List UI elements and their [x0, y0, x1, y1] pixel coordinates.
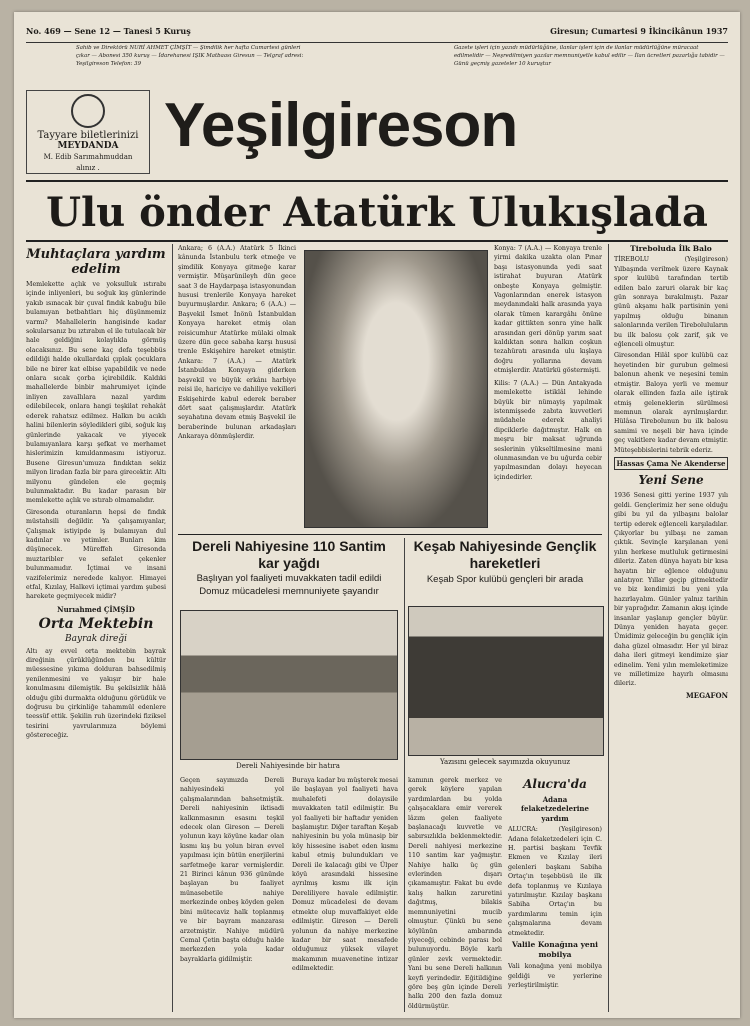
alucra-subtitle-2: yardım: [541, 813, 569, 823]
kesab-body-column: [408, 776, 502, 1012]
charity-article-title: Muhtaçlara yardım edelim: [26, 247, 166, 277]
airplane-ticket-ad: [26, 90, 150, 174]
alucra-title: Alucra'da: [523, 777, 587, 791]
headline-rule: [26, 240, 728, 242]
column-5: [614, 244, 728, 1012]
publisher-info: Sahib ve Direktörü NURİ AHMET ÇİMŞİT — Şimdilik her hafta Cumartesi günleri çıkar — Abonesi 350 kuruş — İdarehanesi IŞIK Matbaası Giresun — Telgraf adresi: Yeşilgireson Telefon: 39: [76, 45, 304, 67]
kesab-deck: Keşab Spor kulübü gençleri bir arada: [426, 574, 584, 585]
dereli-photo-caption: Dereli Nahiyesinde bir hatıra: [236, 762, 340, 770]
editorial-notice: Gazete işleri için yazıdı müdürlüğüne, ilanlar işleri için de ilanlar müdürlüğüne müracaat edilmelidir — Neşredilmiyen yazılar memnuniyetle kabul edilir — İlan ücretleri pazarlığa tabidir — Günü geçmiş gazeteler 10 kuruştur: [454, 45, 725, 67]
alucra-subtitle-1: Adana felaketzedelerine: [521, 795, 589, 814]
ad-line-3: M. Edib Sarımahmuddan: [43, 153, 133, 161]
governor-mansion-body: Vali konağına yeni mobilya geldiği ve yerlerine yerleştirilmiştir.: [508, 963, 602, 989]
section-rule: [178, 534, 602, 535]
kesab-title-2: hareketleri: [469, 555, 541, 571]
small-ad: Hassas Çama Ne Akenderse: [614, 457, 728, 470]
kesab-photo-caption: Yazısını gelecek sayımızda okuyunuz: [439, 758, 571, 766]
school-article-body: Altı ay evvel orta mektebin bayrak direğinin çürüklüğünden bu kültür müessesine yıkıma dolduran bahsedilmiş yenilenmesini ve yakışır bir hale konulmasını dilemiştik. Bu şekilsizlik hâlâ olduğu gibi durmakta olduğunu görüdük ve doğrusu bu çirkinliğe tahammül edenlere teessüf ettik. Şekilin ruh üzerindeki fiziksel tesirini yavrularımıza böylemi göstereceğiz.: [26, 647, 166, 740]
column-divider: [172, 244, 173, 1012]
school-article-title: Orta Mektebin: [38, 616, 154, 633]
tirebolu-ball-body: TİREBOLU (Yeşilgireson) Yılbaşında verilmek üzere Kaynak spor kulübü tarafından tertib edilen balo zaruri olarak bir kaç gün sonraya bırakılmıştı. Pazar günü akşamı halk partisinin yeni yapılmış olduğu binanın salonlarında verilen Tireboluluların bu ilk balosu çok zarif, şık ve eğlenceli olmuştur.: [614, 256, 728, 349]
ad-line-4: alınız .: [76, 164, 100, 172]
dereli-body-column-2: [292, 776, 398, 1012]
tirebolu-ball-body-2: Giresondan Hilâl spor kulübü caz heyetinden bir gurubun gelmesi balonun ahenk ve neşesini temin etmiştir. Baloya yerli ve memur olarak ellinden fazla aile iştirak etmiş geleneklerin sürülmesi memnun olarak ayrılmışlardır. Hülâsa Tirebolunun bu ilk balosu samimi ve neşeli bir hava içinde geç vakitlere kadar devam etmiştir. Müteşebbislerini tebrik ederiz.: [614, 352, 728, 454]
kesab-group-photo: [408, 606, 604, 756]
masthead: Yeşilgireson: [164, 91, 518, 160]
masthead-rule: [26, 180, 728, 182]
dereli-body: Geçen sayımızda Dereli nahiyesindeki yol çalışmalarından bahsetmiştik. Dereli nahiyesinin iktisadi kalkınmasının esasını teşkil edecek olan Gireson — Dereli yolunun kayı köyüne kadar olan kısmı kış bu yolun biran evvel yapılması için bütün enerjilerini sarfetmeğe karar vermişlerdir. 21 Birinci kânun 936 gününde başlayan bu faaliyet münasebetile nahiye merkezinde onbeş köyden gelen bini mütecaviz halk toplanmış ve bir bayram manzarası arzetmiştir. Nahiye müdürü Cemal Çetin başta olduğu halde merkezden yola kadar bayraklarla gidilmiştir.: [180, 777, 284, 963]
column-2: [178, 244, 296, 534]
dereli-body-column-1: [180, 776, 284, 1012]
dereli-body-2: Buraya kadar bu müşterek mesai ile başlayan yol faaliyeti hava muhalefeti dolayısile muvakkaten tatil edilmiştir. Bu yol faaliyeti bir haftadır yeniden başlamıştır. Diğer taraftan Keşab nahiyesinin bu yola münasip bir köy hissesine isabet eden kısmı kabul etmiş bulundukları ve Dereli ile kalacağı gibi ve Ülper köyü arasındaki hissesine ayrılmış kısmı ilk için Dereliliyere havale edilmiştir. Domuz mücadelesi de devam etmekte olup muvaffakiyet elde edilmiştir. Gireson — Dereli yolunun da nahiye merkezine kadar bir saat mesafede olduğumuz yüksek vilayet makamının muavenetine intizar edilmektedir.: [292, 777, 398, 973]
new-year-body: 1936 Senesi gitti yerine 1937 yılı geldi. Gençlerimiz her sene olduğu gibi bu yıl da yılbaşını balolar tertip ederek eğlenceli karşıladılar. Çıkyorlar bu yılbaşı ne zaman çıktık. Sevinçle karşılanan yeni yılın herkese mutluluk getirmesini dileriz. Zaten dünya hayatı bir kısa hayatın bir eğlence olduğunu anlatıyor. Yıllar geçip gitmektedir ve biz kendimizi bu yeni yıla hazırlayalım. Günler yalnız tarihin bir yaprağıdır. Zamanın akışı içinde insanlar yaşlanıp gençler büyür. Dünya yeniden hayata geçer. Ümidimiz geleceğin bu gençlik için daha güzel olmasıdır. Her yıl biraz daha ileri gitmeyi kendimize şiar edinelim. Yeni yılın memleketimize ve milletimize hayırlı olmasını dileriz.: [614, 492, 728, 688]
dereli-group-photo: [180, 610, 398, 760]
alucra-column: [508, 774, 602, 1012]
alucra-body: ALUCRA: (Yeşilgireson) Adana felaketzedeleri için C. H. partisi başkanı Tevfik Ekmen ve Kızılay ileri gelenleri başkanı Sabiha Ortaç'ın teşebbüsü ile ilk defa toplanmış ve Kızılaya yatırılmıştır. Kızılay başkanı Sabiha Ortaç'ın bu yardımlarını temin için çalışmalarına devam etmektedir.: [508, 826, 602, 937]
konya-news-body: Konya: 7 (A.A.) — Konyaya trenle yirmi dakika uzakta olan Pınar başı istasyonunda yedi saat istirahat buyuran Atatürk onbeşte Konyaya gelmiştir. Vagonlarından enerek istasyon meydanındaki halk arasında yaya olarak tümen karargâhı önüne kadar gittikten sonra yine halk arasından geri dönüp yarım saat kaldıktan sonra halkın coşkun tezahüratı arasında ulu kışlaya doğru yollarına devam etmişlerdir. Atatürkü göstermişti.: [494, 245, 602, 375]
column-divider: [404, 538, 405, 1012]
charity-article-body-2: Giresonda oturanların hepsi de fındık müstahsili değildir. Ya çalışamıyanlar, Çalışmak istiyipde iş bulamıyan dul kadınlar ve yetimler. Bunları kim düşünecek. Müreffeh Giresonda muztaribler ve sefalet çekenler bulunmamıdır. İçtimai ve insani vazifelerimiz neredede kalıyor. Himayei etfal, Kızılay, Halkevi içtimai yardım şubesi harekete geçmiyecek midir?: [26, 508, 166, 601]
newspaper-page: [14, 12, 740, 1018]
ad-line-1: Tayyare biletlerinizi: [37, 130, 139, 141]
charity-article-author: Nurıahmed ÇİMŞİD: [57, 604, 135, 614]
airplane-emblem-icon: [71, 94, 105, 128]
kesab-title-1: Keşab Nahiyesinde Gençlik: [413, 538, 597, 554]
dereli-header: [178, 538, 400, 598]
dereli-title-2: kar yağdı: [258, 555, 320, 571]
new-year-title: Yeni Sene: [638, 473, 704, 488]
ataturk-news-body: Ankara; 6 (A.A.) Atatürk 5 İkinci kânunda İstanbulu terk etmeğe ve şimdilik Konyaya gitmeğe karar vermiştir. Müşarünileyh dün gece saat 3 de Haydarpaşa istasyonundan hususi trenlerile Konyaya hareket buyurmuşlardır. Ankara; 6 (A.A.) — Başvekil İsmet İnönü İstanbuldan Konyaya hareket etmiş olan reisicumhur Atatürke mülaki olmak üzere dün gece sabaha karşı hususi trenle Eskişehire hareket etmiştir. Ankara: 7 (A.A.) — Atatürk İstanbuldan Konyaya giderken başvekil ve büyük erkânı harbiye reisi ile, hariciye ve dahiliye vekilleri Eskişehirde kabul ederek beraber dört saat çalışmışlardır. Atatürk seyahatına devam etmiş Başvekil ile beraberinde bulunan arkadaşları Ankaraya dönmüşlerdir.: [178, 245, 296, 441]
main-headline: Ulu önder Atatürk Ulukışlada: [46, 189, 708, 236]
ataturk-portrait: [304, 250, 488, 528]
issue-number: No. 469 — Sene 12 — Tanesi 5 Kuruş: [26, 26, 191, 36]
issue-info-bar: [26, 20, 728, 43]
column-4: [494, 244, 602, 534]
dereli-deck-2: Domuz mücadelesi memnuniyete şayandır: [199, 586, 379, 597]
governor-mansion-title: Valile Konağına yeni mobilya: [511, 940, 599, 960]
charity-article-body: Memlekette açlık ve yoksulluk ıstırabı içinde inliyenleri, bu soğuk kış günlerinde yakıb ısınacak bir çuval fındık kabuğu bile bulamıyan betbahtları hiç düşünmemiz varmı? Mahallelerin hangisinde kadar sokularsanız bu ıztırabın el ile tutulacak bir hale geldiğini kolaylıkla görmüş olacaksınız. Bu sene kaç defa teşebbüs edildiği halde okullardaki çıplak çocuklara bile ne birer kat elbise yapabildik ve nede onlara sıcak çorba içirebildik. Kaldıki mahallelerde binbir mahrumiyet içinde inliyen zavallılara nazal yardım edilebilecek, onlara hangi teşkilat rehakât ederek rahatsız edilmez. Halkın bu acıklı halini bilenlerin söyledikleri gibi, soğuk kış günlerinde yakacak ve yiyecek bulamıyanlara karşı şefkat ve merhamet hislerimizin kımıldanmasını istiyoruz. Busene Giresun'umuza fındıktan sekiz milyon liradan fazla bir para girecektir. Altı milyonu gündelen ele geçmiş bulunmaktadır. Bu kadar parasın bir memlekette açlık ve ıstırab olmamalıdır.: [26, 281, 166, 505]
tirebolu-ball-title: Tireboluda İlk Balo: [630, 244, 712, 253]
kesab-header: [408, 538, 602, 588]
new-year-signature: MEGAFON: [686, 690, 728, 700]
kilis-news-body: Kilis: 7 (A.A.) — Dün Antakyada memlekette istiklâl lehinde büyük bir nümayiş yapılmak istenmişsede zabıta kuvvetleri müdahele ederek ahaliyi dipciklerle dağıtmıştır. Halk en meşru bir maksat uğrunda seslerinin yükseltilmesine mani olunmasından ve bu uğurda cebir yapılmasından dolayı heyecan içindedirler.: [494, 379, 602, 481]
ad-line-2: MEYDANDA: [57, 141, 119, 151]
issue-date: Giresun; Cumartesi 9 İkincikânun 1937: [550, 26, 728, 36]
dereli-title-1: Dereli Nahiyesine 110 Santim: [192, 538, 386, 554]
kesab-body: kamının gerek merkez ve gerek köylere yapılan yardımlardan bu yolda çalışacaklara emir vererek lâzım gelen faaliyete başlanacağı kuvvetle ve sabırsızlıkla beklenmektedir. Dereli nahiyesi merkezine 110 santim kar yağmıştır. Nahiye halkı üç gün evlerinden dışarı çıkamamıştır. Fakat bu evde kalış halkın zaruretini dağıtmış, bilakis memnuniyetini mucib olmuştur. Çünkü bu sene köylünün ambarında yiyeceği, cebinde parası bol bulunuyordu. Böyle karlı günler zevk vermektedir. Yani bu sene Dereli halkının keyfi yerindedir. Eğitildiğine göre beş gün içinde Dereli halkı 200 den fazla domuz öldürmüştür.: [408, 777, 502, 1010]
column-1: [26, 244, 166, 1012]
school-article-subtitle: Bayrak direği: [65, 634, 127, 645]
dereli-deck-1: Başlıyan yol faaliyeti muvakkaten tadil edildi: [196, 573, 382, 584]
column-divider: [608, 244, 609, 1012]
